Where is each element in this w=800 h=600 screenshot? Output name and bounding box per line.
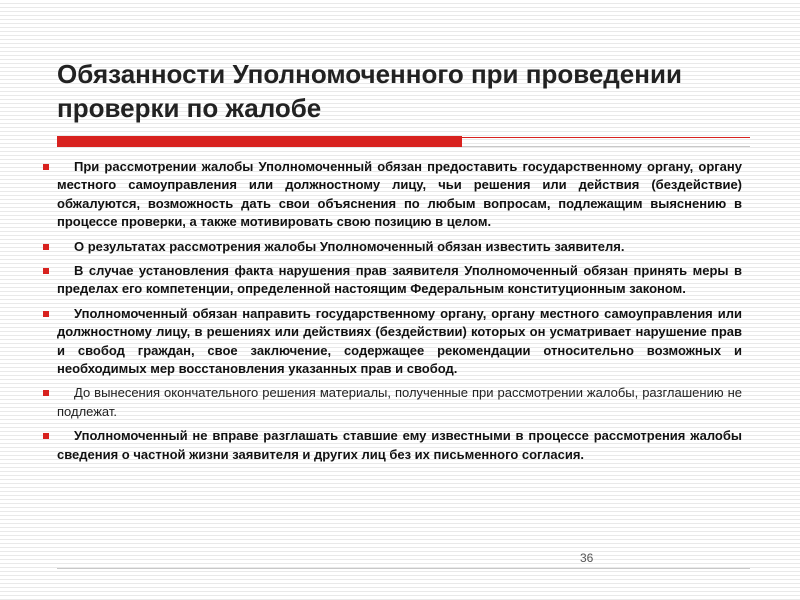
page-number: 36 [580,551,594,565]
paragraph-6-text: Уполномоченный не вправе разглашать ставшие ему известными в процессе рассмотрения жалобы сведения о частной жизни заявителя и других лиц без их письменного согласия. [57,428,742,462]
paragraph-3-text: В случае установления факта нарушения прав заявителя Уполномоченный обязан принять меры в пределах его компетенции, определенной настоящим Федеральным конституционным законом. [57,263,742,297]
bullet-icon [43,164,49,170]
paragraph-2 [57,238,742,256]
paragraph-1-text: При рассмотрении жалобы Уполномоченный обязан предоставить государственному органу, органу местного самоуправления или должностному лицу, чьи решения или действия (бездействие) обжалуются, возможность дать свои объяснения по любым вопросам, подлежащим выяснению в процессе проверки, а также мотивировать свою позицию в целом. [57,159,742,230]
bullet-icon [43,311,49,317]
paragraph-5 [57,384,742,421]
bullet-icon [43,244,49,250]
paragraph-6 [57,427,742,464]
paragraph-4 [57,305,742,379]
slide-content [57,158,742,470]
paragraph-1 [57,158,742,232]
bullet-icon [43,433,49,439]
slide-title: Обязанности Уполномоченного при проведении проверки по жалобе [57,59,682,123]
footer-line [57,568,750,569]
bullet-icon [43,390,49,396]
title-underline-line [462,137,750,138]
paragraph-3 [57,262,742,299]
paragraph-4-text: Уполномоченный обязан направить государственному органу, органу местного самоуправления или должностному лицу, в решениях или действиях (бездействии) которых он усматривает нарушение прав и свобод граждан, свое заключение, содержащее рекомендации относительно возможных и необходимых мер восстановления указанных прав и свобод. [57,305,742,377]
bullet-icon [43,268,49,274]
paragraph-2-text: О результатах рассмотрения жалобы Уполномоченный обязан известить заявителя. [74,238,625,254]
title-underline-line-secondary [462,146,750,147]
paragraph-5-text: До вынесения окончательного решения материалы, полученные при рассмотрении жалобы, разглашению не подлежат. [57,385,742,419]
title-underline-bar [57,136,462,147]
